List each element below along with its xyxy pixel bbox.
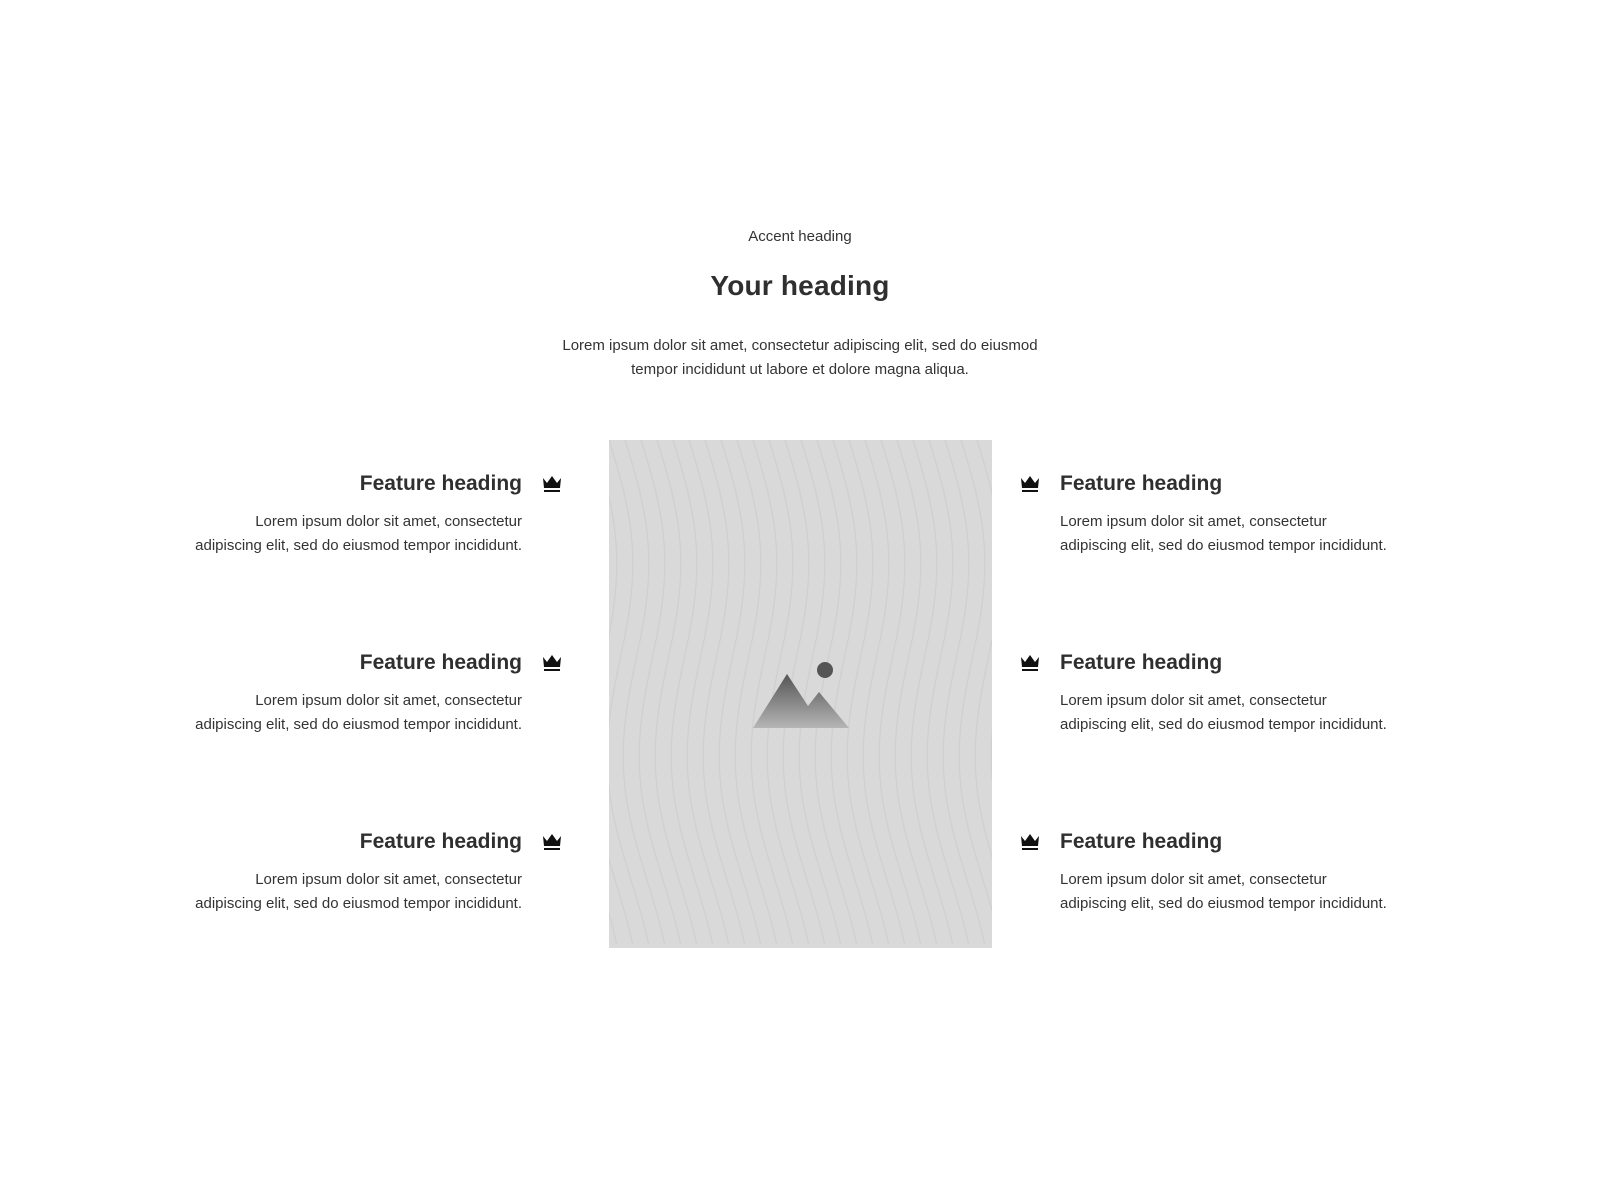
feature-desc-line: adipiscing elit, sed do eiusmod tempor incididunt. <box>1060 895 1387 912</box>
wave-line <box>687 440 728 944</box>
wave-line <box>895 440 936 944</box>
wave-line <box>609 440 649 944</box>
wave-line <box>927 440 968 944</box>
feature-header <box>162 828 522 856</box>
feature-header <box>162 470 522 498</box>
feature-description <box>162 689 522 737</box>
feature-right-1 <box>1020 470 1420 558</box>
intro-line: tempor incididunt ut labore et dolore magna aliqua. <box>631 361 969 378</box>
crown-icon <box>1020 654 1040 672</box>
crown-icon <box>542 654 562 672</box>
feature-desc-line: Lorem ipsum dolor sit amet, consectetur <box>255 692 522 709</box>
accent-heading: Accent heading <box>748 228 852 245</box>
feature-desc-line: Lorem ipsum dolor sit amet, consectetur <box>255 513 522 530</box>
feature-desc-line: Lorem ipsum dolor sit amet, consectetur <box>255 871 522 888</box>
feature-title: Feature heading <box>359 651 522 674</box>
feature-right-2 <box>1020 649 1420 737</box>
image-placeholder-icon <box>753 660 849 730</box>
crown-icon <box>1020 475 1040 493</box>
feature-desc-line: Lorem ipsum dolor sit amet, consectetur <box>1060 513 1327 530</box>
feature-header <box>1060 649 1420 677</box>
feature-left-2 <box>162 649 562 737</box>
feature-content <box>1060 828 1420 916</box>
feature-title: Feature heading <box>1060 651 1223 674</box>
wave-line <box>703 440 744 944</box>
feature-description <box>1060 510 1420 558</box>
feature-desc-line: adipiscing elit, sed do eiusmod tempor incididunt. <box>1060 537 1387 554</box>
feature-description <box>162 868 522 916</box>
feature-left-1 <box>162 470 562 558</box>
feature-header <box>162 649 522 677</box>
feature-desc-line: adipiscing elit, sed do eiusmod tempor incididunt. <box>195 716 522 733</box>
wave-line <box>671 440 712 944</box>
feature-title: Feature heading <box>359 830 522 853</box>
feature-desc-line: adipiscing elit, sed do eiusmod tempor incididunt. <box>195 895 522 912</box>
intro-line: Lorem ipsum dolor sit amet, consectetur adipiscing elit, sed do eiusmod <box>562 337 1038 354</box>
crown-icon <box>1020 833 1040 851</box>
feature-image <box>609 440 992 948</box>
wave-line <box>863 440 904 944</box>
wave-line <box>975 440 992 944</box>
feature-left-3 <box>162 828 562 916</box>
feature-header <box>1060 470 1420 498</box>
wave-line <box>879 440 920 944</box>
feature-desc-line: adipiscing elit, sed do eiusmod tempor incididunt. <box>1060 716 1387 733</box>
wave-line <box>847 440 888 944</box>
feature-right-3 <box>1020 828 1420 916</box>
wave-line <box>623 440 664 944</box>
feature-description <box>1060 689 1420 737</box>
crown-icon <box>542 833 562 851</box>
feature-desc-line: Lorem ipsum dolor sit amet, consectetur <box>1060 692 1327 709</box>
feature-title: Feature heading <box>1060 472 1223 495</box>
wave-line <box>655 440 696 944</box>
wave-line <box>639 440 680 944</box>
wave-line <box>943 440 984 944</box>
wave-line <box>911 440 952 944</box>
feature-header <box>1060 828 1420 856</box>
feature-description <box>1060 868 1420 916</box>
feature-desc-line: adipiscing elit, sed do eiusmod tempor incididunt. <box>195 537 522 554</box>
feature-desc-line: Lorem ipsum dolor sit amet, consectetur <box>1060 871 1327 888</box>
wave-line <box>991 440 992 944</box>
feature-title: Feature heading <box>1060 830 1223 853</box>
crown-icon <box>542 475 562 493</box>
feature-title: Feature heading <box>359 472 522 495</box>
feature-content <box>1060 649 1420 737</box>
feature-description <box>162 510 522 558</box>
section-title: Your heading <box>710 270 890 301</box>
feature-content <box>1060 470 1420 558</box>
section-intro <box>550 334 1050 382</box>
